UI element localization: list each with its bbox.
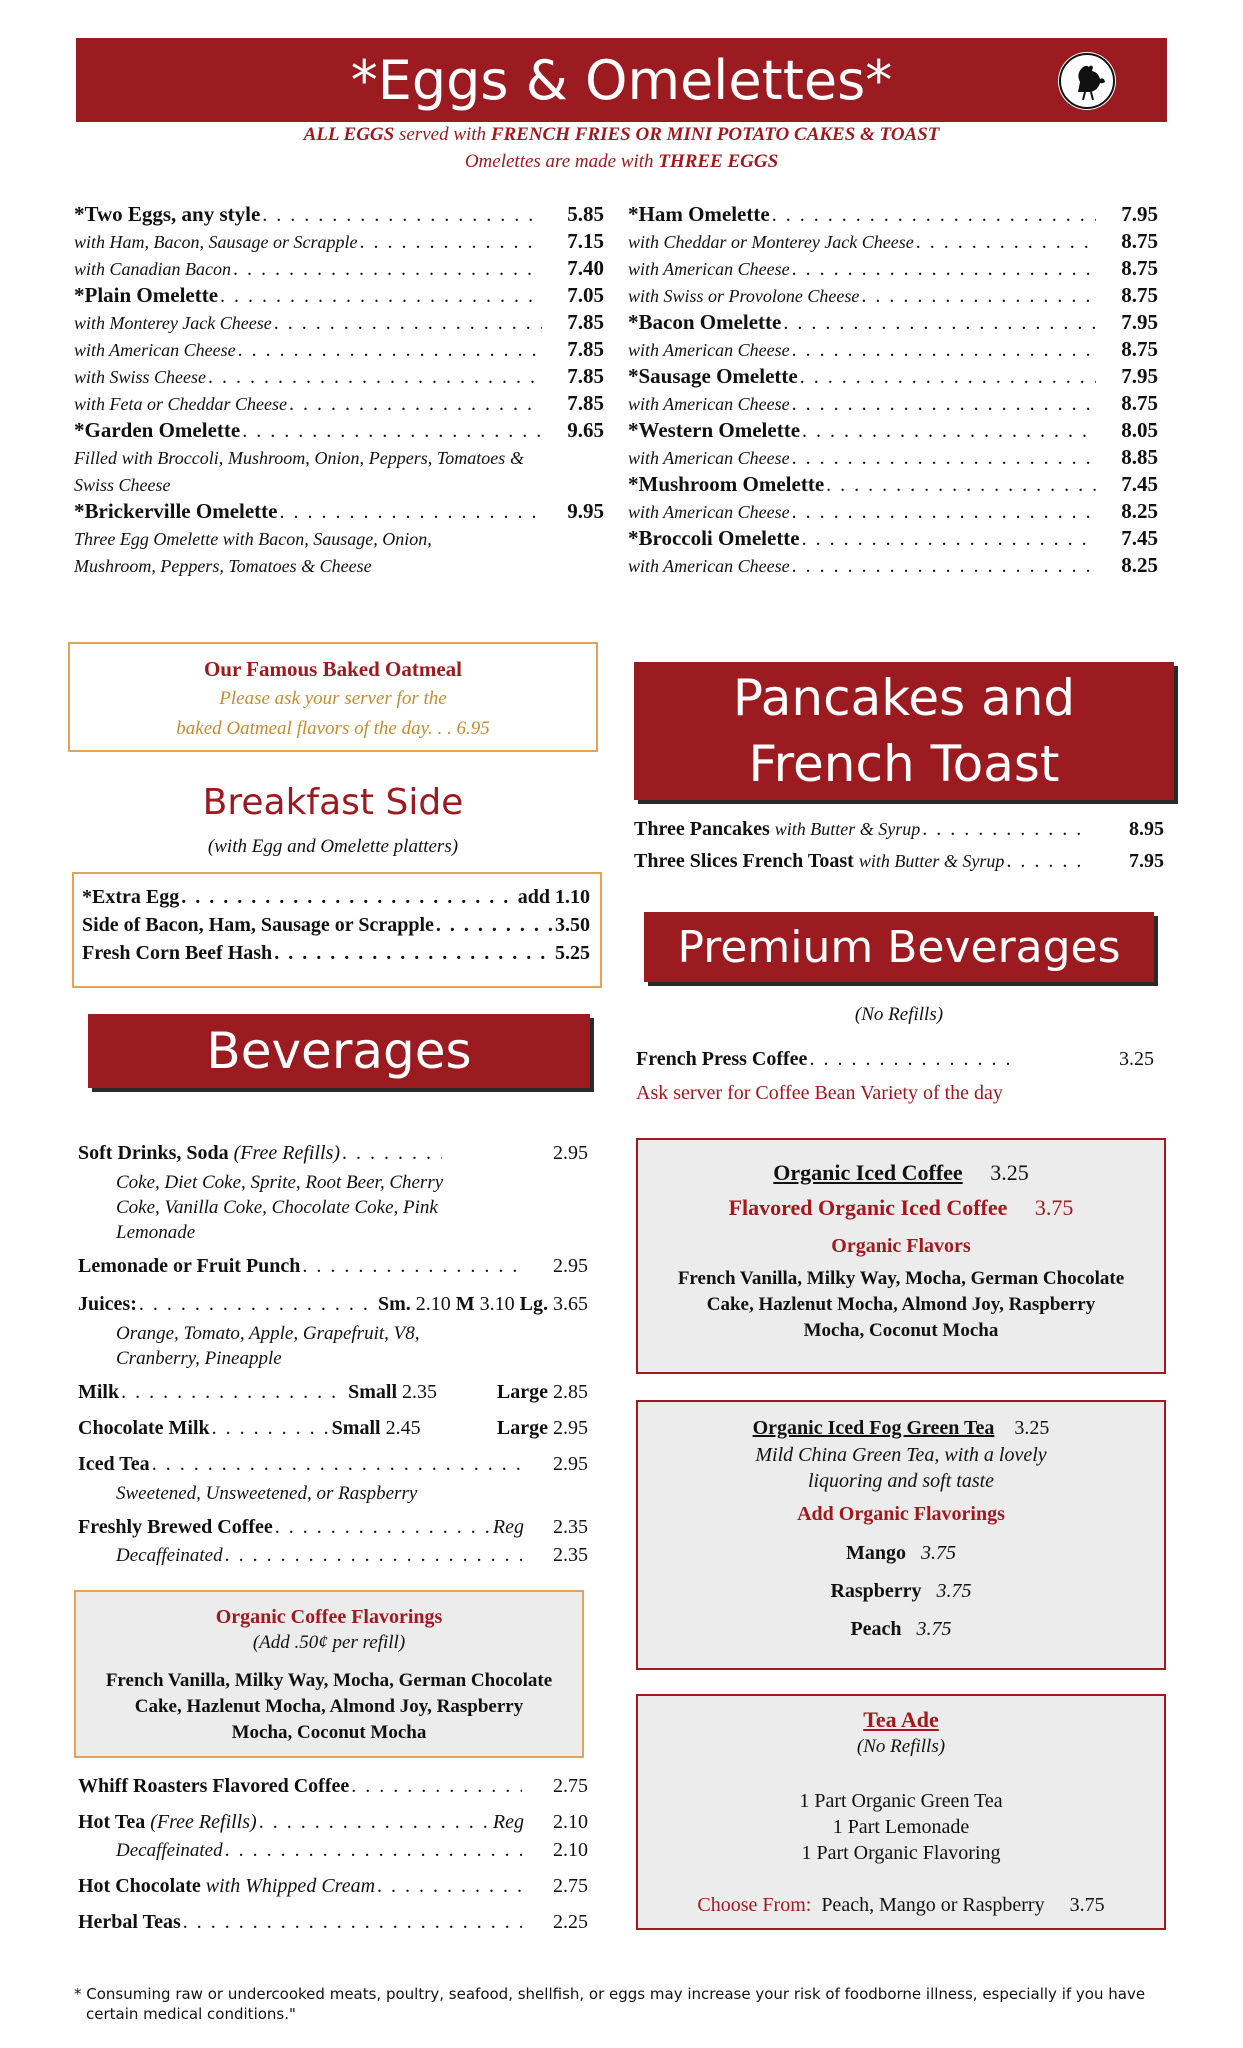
soft-drinks-desc: Coke, Diet Coke, Sprite, Root Beer, Cherry Coke, Vanilla Coke, Chocolate Coke, Pink Lemonade bbox=[116, 1172, 444, 1243]
beverages-banner bbox=[88, 1014, 590, 1088]
oatmeal-box bbox=[68, 642, 598, 752]
eggs-title: *Eggs & Omelettes* bbox=[350, 48, 893, 112]
eggs-item: with American Cheese . . . 8.25 bbox=[628, 553, 1158, 580]
hot-decaf-row: Decaffeinated . . . 2.10 bbox=[78, 1839, 588, 1865]
pancakes-list bbox=[634, 818, 1164, 882]
hot-chocolate-row: Hot Chocolate with Whipped Cream . . . 2.75 bbox=[78, 1875, 588, 1903]
pancakes-banner bbox=[634, 662, 1174, 800]
eggs-item: with American Cheese . . . 7.85 bbox=[74, 337, 604, 364]
decaf-row: Decaffeinated . . . 2.35 bbox=[78, 1544, 588, 1570]
iced-tea-desc: Sweetened, Unsweetened, or Raspberry bbox=[116, 1483, 418, 1504]
coffee-flavorings-list: French Vanilla, Milky Way, Mocha, German Chocolate Cake, Hazlenut Mocha, Almond Joy, Raspberry Mocha, Coconut Mocha bbox=[105, 1670, 553, 1743]
soft-drinks-row: Soft Drinks, Soda (Free Refills) . . . 2.95 bbox=[78, 1142, 588, 1170]
premium-title: Premium Beverages bbox=[677, 921, 1121, 973]
coffee-row: Freshly Brewed Coffee . . . Reg 2.35 bbox=[78, 1516, 588, 1544]
eggs-item: *Garden Omelette . . . 9.65 bbox=[74, 418, 604, 445]
green-tea-box bbox=[636, 1400, 1166, 1670]
tea-flavor-item: Mango 3.75 bbox=[846, 1542, 956, 1564]
tea-ade-line: 1 Part Organic Green Tea bbox=[799, 1790, 1003, 1812]
eggs-item: *Broccoli Omelette . . . 7.45 bbox=[628, 526, 1158, 553]
whiff-row: Whiff Roasters Flavored Coffee . . . 2.75 bbox=[78, 1775, 588, 1803]
eggs-item: with Swiss Cheese . . . 7.85 bbox=[74, 364, 604, 391]
side-item: *Extra Egg . . . add 1.10 bbox=[82, 886, 590, 914]
lemonade-row: Lemonade or Fruit Punch . . . 2.95 bbox=[78, 1255, 588, 1283]
eggs-item: with Feta or Cheddar Cheese . . . 7.85 bbox=[74, 391, 604, 418]
hot-tea-row: Hot Tea (Free Refills) . . . Reg 2.10 bbox=[78, 1811, 588, 1839]
iced-tea-row: Iced Tea . . . 2.95 bbox=[78, 1453, 588, 1481]
rooster-logo bbox=[1058, 52, 1116, 110]
tea-ade-title: Tea Ade bbox=[863, 1707, 939, 1732]
side-item: Side of Bacon, Ham, Sausage or Scrapple . . . 3.50 bbox=[82, 914, 590, 942]
eggs-item: with American Cheese . . . 8.75 bbox=[628, 391, 1158, 418]
brickerville-desc: Three Egg Omelette with Bacon, Sausage, Onion, Mushroom, Peppers, Tomatoes & Cheese bbox=[74, 529, 432, 576]
eggs-item: with Ham, Bacon, Sausage or Scrapple . . . 7.15 bbox=[74, 229, 604, 256]
tea-ade-lines bbox=[638, 1788, 1164, 1866]
oatmeal-line-2: baked Oatmeal flavors of the day. . . 6.95 bbox=[176, 718, 490, 739]
organic-flavors-list: French Vanilla, Milky Way, Mocha, German Chocolate Cake, Hazlenut Mocha, Almond Joy, Raspberry Mocha, Coconut Mocha bbox=[677, 1268, 1125, 1341]
eggs-item: *Western Omelette . . . 8.05 bbox=[628, 418, 1158, 445]
side-title: Breakfast Side bbox=[202, 782, 464, 823]
iced-coffee-box bbox=[636, 1138, 1166, 1374]
coffee-flavorings-title: Organic Coffee Flavorings bbox=[215, 1606, 443, 1628]
add-flavorings-title: Add Organic Flavorings bbox=[797, 1503, 1005, 1525]
coffee-flavorings-sub: (Add .50¢ per refill) bbox=[252, 1632, 406, 1653]
pancake-item: Three Pancakes with Butter & Syrup . . . 8.95 bbox=[634, 818, 1164, 850]
eggs-item: *Mushroom Omelette . . . 7.45 bbox=[628, 472, 1158, 499]
eggs-item: *Sausage Omelette . . . 7.95 bbox=[628, 364, 1158, 391]
eggs-item: with American Cheese . . . 8.75 bbox=[628, 337, 1158, 364]
herbal-row: Herbal Teas . . . 2.25 bbox=[78, 1911, 588, 1939]
organic-flavors-title: Organic Flavors bbox=[831, 1235, 971, 1257]
eggs-item: with American Cheese . . . 8.75 bbox=[628, 256, 1158, 283]
eggs-item: *Plain Omelette . . . 7.05 bbox=[74, 283, 604, 310]
tea-flavor-item: Raspberry 3.75 bbox=[830, 1580, 972, 1602]
flavored-iced-coffee-row: Flavored Organic Iced Coffee 3.75 bbox=[728, 1195, 1074, 1220]
eggs-item: with American Cheese . . . 8.25 bbox=[628, 499, 1158, 526]
eggs-banner bbox=[76, 38, 1167, 122]
juices-row: Juices: . . . Sm. 2.10 M 3.10 Lg. 3.65 bbox=[78, 1293, 588, 1321]
eggs-item: *Two Eggs, any style . . . 5.85 bbox=[74, 202, 604, 229]
eggs-right-column bbox=[628, 202, 1158, 580]
choose-row: Choose From: Peach, Mango or Raspberry 3.75 bbox=[697, 1894, 1105, 1916]
pancake-item: Three Slices French Toast with Butter & Syrup . . . 7.95 bbox=[634, 850, 1164, 882]
tea-ade-no-refills: (No Refills) bbox=[856, 1736, 946, 1757]
milk-row: Milk . . . Small 2.35 Large 2.85 bbox=[78, 1381, 588, 1409]
eggs-item: with American Cheese . . . 8.85 bbox=[628, 445, 1158, 472]
eggs-subtitle-2: Omelettes are made with THREE EGGS bbox=[464, 151, 779, 172]
premium-banner bbox=[644, 912, 1154, 982]
eggs-item: with Cheddar or Monterey Jack Cheese . . . 8.75 bbox=[628, 229, 1158, 256]
pancakes-title-1: Pancakes and bbox=[732, 669, 1076, 727]
french-press-row: French Press Coffee . . . 3.25 bbox=[636, 1048, 1154, 1071]
chocolate-milk-row: Chocolate Milk . . . Small 2.45 Large 2.95 bbox=[78, 1417, 588, 1445]
eggs-subtitle-1: ALL EGGS served with FRENCH FRIES OR MINI POTATO CAKES & TOAST bbox=[303, 124, 940, 145]
coffee-flavorings-box bbox=[74, 1590, 584, 1758]
pancakes-title-2: French Toast bbox=[748, 735, 1060, 793]
brickerville-row: *Brickerville Omelette . . . 9.95 bbox=[74, 499, 604, 526]
green-tea-row: Organic Iced Fog Green Tea 3.25 bbox=[752, 1417, 1050, 1439]
premium-no-refills: (No Refills) bbox=[854, 1004, 944, 1025]
eggs-item: *Bacon Omelette . . . 7.95 bbox=[628, 310, 1158, 337]
tea-flavors-list bbox=[638, 1534, 1164, 1648]
footer-disclaimer: * Consuming raw or undercooked meats, poultry, seafood, shellfish, or eggs may increase your risk of foodborne illness, especially if you have certain medical conditions." bbox=[74, 1985, 1146, 2023]
oatmeal-title: Our Famous Baked Oatmeal bbox=[203, 657, 463, 681]
juices-desc: Orange, Tomato, Apple, Grapefruit, V8, Cranberry, Pineapple bbox=[116, 1323, 420, 1369]
iced-coffee-row: Organic Iced Coffee 3.25 bbox=[773, 1160, 1029, 1185]
tea-ade-box bbox=[636, 1694, 1166, 1930]
beverages-title: Beverages bbox=[206, 1022, 472, 1080]
tea-ade-line: 1 Part Organic Flavoring bbox=[801, 1842, 1001, 1864]
eggs-item: with Swiss or Provolone Cheese . . . 8.75 bbox=[628, 283, 1158, 310]
eggs-left-column bbox=[74, 202, 604, 580]
tea-ade-line: 1 Part Lemonade bbox=[832, 1816, 970, 1838]
eggs-item: *Ham Omelette . . . 7.95 bbox=[628, 202, 1158, 229]
beverages-list-2 bbox=[78, 1775, 588, 1939]
eggs-item: with Canadian Bacon . . . 7.40 bbox=[74, 256, 604, 283]
garden-desc: Filled with Broccoli, Mushroom, Onion, Peppers, Tomatoes & Swiss Cheese bbox=[74, 448, 524, 495]
side-subtitle: (with Egg and Omelette platters) bbox=[207, 836, 459, 857]
oatmeal-line-1: Please ask your server for the bbox=[219, 688, 447, 709]
side-item: Fresh Corn Beef Hash . . . 5.25 bbox=[82, 942, 590, 970]
premium-ask: Ask server for Coffee Bean Variety of the day bbox=[636, 1082, 1003, 1104]
side-box bbox=[72, 872, 602, 988]
green-tea-desc: Mild China Green Tea, with a lovely liquoring and soft taste bbox=[755, 1444, 1047, 1492]
beverages-list bbox=[78, 1142, 588, 1570]
eggs-item: with Monterey Jack Cheese . . . 7.85 bbox=[74, 310, 604, 337]
tea-flavor-item: Peach 3.75 bbox=[850, 1618, 952, 1640]
